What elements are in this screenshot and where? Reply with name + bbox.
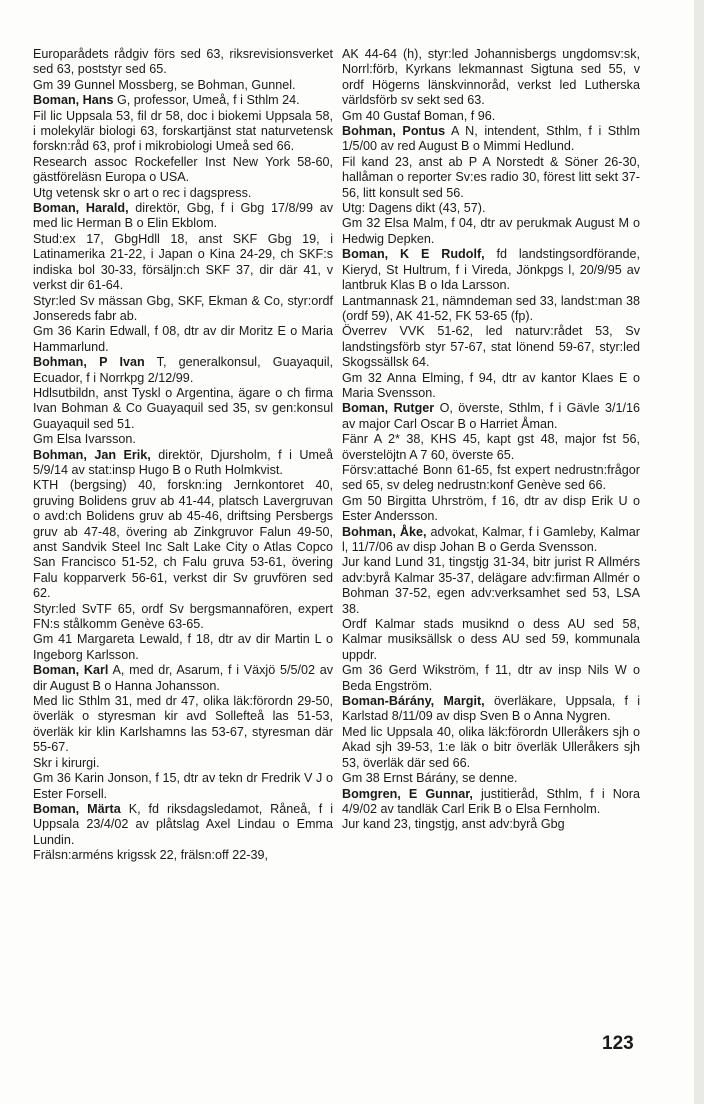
biography-paragraph bbox=[33, 78, 333, 93]
biography-paragraph bbox=[33, 694, 333, 756]
biography-paragraph bbox=[33, 756, 333, 771]
biography-paragraph bbox=[342, 494, 640, 525]
entry-text: Frälsn:arméns krigssk 22, frälsn:off 22-39, bbox=[33, 848, 268, 863]
entry-text: Utg: Dagens dikt (43, 57). bbox=[342, 201, 486, 216]
biography-entry-heading bbox=[33, 663, 333, 694]
entry-text: Gm Elsa Ivarsson. bbox=[33, 432, 136, 447]
entry-text: A, med dr, Asarum, f i Växjö 5/5/02 av dir August B o Hanna Johansson. bbox=[33, 663, 333, 693]
biography-entry-heading bbox=[342, 247, 640, 293]
entry-text: Fil lic Uppsala 53, fil dr 58, doc i biokemi Uppsala 58, i molekylär biologi 63, forskartjänst stat naturvetensk forskn:råd 63, prof i mikrobiologi Umeå sed 66. bbox=[33, 108, 333, 154]
entry-text: Gm 39 Gunnel Mossberg, se Bohman, Gunnel. bbox=[33, 77, 296, 92]
entry-text: Hdlsutbildn, anst Tyskl o Argentina, ägare o ch firma Ivan Bohman & Co Guayaquil sed 35, sv gen:konsul Guayaquil sed 51. bbox=[33, 385, 333, 431]
entry-text: Jur kand 23, tingstjg, anst adv:byrå Gbg bbox=[342, 817, 565, 832]
entry-text: Gm 36 Karin Edwall, f 08, dtr av dir Moritz E o Maria Hammarlund. bbox=[33, 324, 333, 354]
biography-entry-heading bbox=[342, 694, 640, 725]
entry-text: Jur kand Lund 31, tingstjg 31-34, bitr jurist R Allmérs adv:byrå Kalmar 35-37, delägare adv:firman Allmér o Bohman 37-52, egen adv:verksamhet sed 53, LSA 38. bbox=[342, 555, 640, 616]
person-name: Boman-Bárány, Margit, bbox=[342, 694, 485, 709]
entry-text: Med lic Uppsala 40, olika läk:förordn Ulleråkers sjh o Akad sjh 39-53, 1:e läk o bitr överläk Ulleråkers sjh 53, överläk där sed 66. bbox=[342, 724, 640, 770]
entry-text: advokat, Kalmar, f i Gamleby, Kalmar l, 11/7/06 av disp Johan B o Gerda Svensson. bbox=[342, 524, 640, 554]
entry-text: Gm 38 Ernst Bárány, se denne. bbox=[342, 771, 518, 786]
biography-paragraph bbox=[342, 324, 640, 370]
biography-paragraph bbox=[342, 555, 640, 617]
right-column bbox=[342, 47, 640, 833]
entry-text: fd landstingsordförande, Kieryd, St Hultrum, f i Vireda, Jönkpgs l, 20/9/95 av lantbruk Klas B o Ida Larsson. bbox=[342, 247, 640, 293]
entry-text: Gm 50 Birgitta Uhrström, f 16, dtr av disp Erik U o Ester Andersson. bbox=[342, 493, 640, 524]
biography-paragraph bbox=[342, 817, 640, 832]
biography-entry-heading bbox=[33, 93, 333, 108]
biography-paragraph bbox=[33, 324, 333, 355]
biography-paragraph bbox=[342, 771, 640, 786]
entry-text: Med lic Sthlm 31, med dr 47, olika läk:förordn 29-50, överläk o styresman kir avd Sollefteå las 51-53, överläk kir klin Karlshamns las 53-67, styresman där 55-67. bbox=[33, 694, 333, 755]
entry-text: G, professor, Umeå, f i Sthlm 24. bbox=[113, 93, 300, 108]
entry-text: Fänr A 2* 38, KHS 45, kapt gst 48, major fst 56, överstelöjtn A 7 60, överste 65. bbox=[342, 432, 640, 462]
biography-paragraph bbox=[33, 155, 333, 186]
biography-paragraph bbox=[342, 663, 640, 694]
biography-paragraph bbox=[342, 617, 640, 663]
biography-paragraph bbox=[342, 201, 640, 216]
biography-entry-heading bbox=[342, 124, 640, 155]
biography-paragraph bbox=[33, 186, 333, 201]
biography-paragraph bbox=[342, 725, 640, 771]
biography-entry-heading bbox=[33, 448, 333, 479]
entry-text: justitieråd, Sthlm, f i Nora 4/9/02 av tandläk Carl Erik B o Elsa Fernholm. bbox=[342, 786, 640, 816]
entry-text: Skr i kirurgi. bbox=[33, 755, 100, 770]
biography-entry-heading bbox=[342, 401, 640, 432]
entry-text: KTH (bergsing) 40, forskn:ing Jernkontoret 40, gruving Bolidens gruv ab 41-44, platsch Lavergruvan o avd:ch Bolidens gruv ab 45-46, driftsing Persbergs gruv ab 47-48, övering ab Zinkgruvor Falun 49-50, anst Sandvik Steel Inc Salt Lake City o Atlas Copco San Francisco 51-52, ch Falu gruva 53-61, övering Falu kopparverk 56-61, verkst dir Sv gruvfören sed 62. bbox=[33, 478, 333, 601]
biography-paragraph bbox=[33, 632, 333, 663]
biography-paragraph bbox=[342, 216, 640, 247]
person-name: Bomgren, E Gunnar, bbox=[342, 786, 473, 801]
entry-text: Lantmannask 21, nämndeman sed 33, landst:man 38 (ordf 59), AK 41-52, FK 53-65 (fp). bbox=[342, 293, 640, 323]
left-column bbox=[33, 47, 333, 864]
biography-paragraph bbox=[33, 602, 333, 633]
entry-text: Gm 40 Gustaf Boman, f 96. bbox=[342, 108, 496, 123]
entry-text: Gm 41 Margareta Lewald, f 18, dtr av dir Martin L o Ingeborg Karlsson. bbox=[33, 632, 333, 662]
biography-entry-heading bbox=[342, 525, 640, 556]
page-number: 123 bbox=[602, 1033, 634, 1054]
entry-text: T, generalkonsul, Guayaquil, Ecuador, f i Norrkpg 2/12/99. bbox=[33, 355, 333, 385]
entry-text: A N, intendent, Sthlm, f i Sthlm 1/5/00 av red August B o Mimmi Hedlund. bbox=[342, 124, 640, 154]
biography-paragraph bbox=[33, 848, 333, 863]
biography-entry-heading bbox=[33, 201, 333, 232]
entry-text: AK 44-64 (h), styr:led Johannisbergs ungdomsv:sk, Norrl:förb, Kyrkans lekmannast Sigtuna sed 55, v ordf Högerns länskvinnoråd, verkst led Lutherska världsförb sv sekt sed 63. bbox=[342, 47, 640, 108]
biography-paragraph bbox=[33, 386, 333, 432]
person-name: Boman, Karl bbox=[33, 663, 109, 678]
entry-text: O, överste, Sthlm, f i Gävle 3/1/16 av major Carl Oscar B o Harriet Åman. bbox=[342, 401, 640, 431]
person-name: Boman, Märta bbox=[33, 801, 121, 816]
entry-text: Ordf Kalmar stads musiknd o dess AU sed 58, Kalmar musiksällsk o dess AU sed 59, kommunala uppdr. bbox=[342, 617, 640, 662]
biography-paragraph bbox=[342, 294, 640, 325]
entry-text: Styr:led Sv mässan Gbg, SKF, Ekman & Co, styr:ordf Jonsereds fabr ab. bbox=[33, 293, 333, 323]
person-name: Boman, Rutger bbox=[342, 401, 435, 416]
entry-text: direktör, Gbg, f i Gbg 17/8/99 av med lic Herman B o Elin Ekblom. bbox=[33, 201, 333, 231]
entry-text: Styr:led SvTF 65, ordf Sv bergsmannafören, expert FN:s stålkomm Genève 63-65. bbox=[33, 601, 333, 632]
entry-text: K, fd riksdagsledamot, Råneå, f i Uppsala 23/4/02 av plåtslag Axel Lindau o Emma Lundin. bbox=[33, 801, 333, 847]
entry-text: direktör, Djursholm, f i Umeå 5/9/14 av stat:insp Hugo B o Ruth Holmkvist. bbox=[33, 447, 333, 477]
biography-paragraph bbox=[342, 109, 640, 124]
biography-paragraph bbox=[33, 771, 333, 802]
person-name: Boman, Harald, bbox=[33, 201, 129, 216]
entry-text: Research assoc Rockefeller Inst New York 58-60, gästföreläsn Europa o USA. bbox=[33, 154, 333, 185]
entry-text: Gm 36 Karin Jonson, f 15, dtr av tekn dr Fredrik V J o Ester Forsell. bbox=[33, 771, 333, 801]
entry-text: Gm 32 Elsa Malm, f 04, dtr av perukmak August M o Hedwig Depken. bbox=[342, 216, 640, 246]
entry-text: Utg vetensk skr o art o rec i dagspress. bbox=[33, 185, 252, 200]
person-name: Bohman, Pontus bbox=[342, 124, 446, 139]
entry-text: överläkare, Uppsala, f i Karlstad 8/11/09 av disp Sven B o Anna Nygren. bbox=[342, 694, 641, 724]
biography-paragraph bbox=[342, 432, 640, 463]
person-name: Boman, Hans bbox=[33, 93, 114, 108]
person-name: Bohman, Åke, bbox=[342, 524, 427, 539]
biography-paragraph bbox=[33, 232, 333, 294]
biography-entry-heading bbox=[342, 787, 640, 818]
biography-paragraph bbox=[342, 371, 640, 402]
entry-text: Stud:ex 17, GbgHdll 18, anst SKF Gbg 19, i Latinamerika 21-22, i Japan o Kina 24-29, ch SKF:s indiska bol 30-33, försäljn:ch SKF 37, dir där 41, v verkst dir 61-64. bbox=[33, 231, 333, 293]
biography-paragraph bbox=[33, 47, 333, 78]
biography-paragraph bbox=[342, 155, 640, 201]
person-name: Bohman, Jan Erik, bbox=[33, 447, 151, 462]
entry-text: Gm 32 Anna Elming, f 94, dtr av kantor Klaes E o Maria Svensson. bbox=[342, 370, 640, 400]
entry-text: Gm 36 Gerd Wikström, f 11, dtr av insp Nils W o Beda Engström. bbox=[342, 663, 640, 693]
entry-text: Fil kand 23, anst ab P A Norstedt & Söner 26-30, hallåman o reporter Sv:es radio 30, förest litt sekt 37-56, litt konsult sed 56. bbox=[342, 154, 640, 200]
biography-paragraph bbox=[33, 478, 333, 601]
entry-text: Överrev VVK 51-62, led naturv:rådet 53, Sv landstingsförb styr 57-67, stat lönend 59-67, styr:led Skogssällsk 64. bbox=[342, 324, 640, 370]
biography-paragraph bbox=[342, 47, 640, 109]
person-name: Bohman, P Ivan bbox=[33, 355, 145, 370]
person-name: Boman, K E Rudolf, bbox=[342, 247, 485, 262]
page-edge bbox=[694, 0, 704, 1104]
biography-paragraph bbox=[33, 294, 333, 325]
biography-entry-heading bbox=[33, 802, 333, 848]
biography-paragraph bbox=[33, 432, 333, 447]
biography-paragraph bbox=[33, 109, 333, 155]
biography-paragraph bbox=[342, 463, 640, 494]
entry-text: Försv:attaché Bonn 61-65, fst expert nedrustn:frågor sed 65, sv deleg nedrustn:konf Genève sed 66. bbox=[342, 462, 640, 493]
entry-text: Europarådets rådgiv förs sed 63, riksrevisionsverket sed 63, poststyr sed 65. bbox=[33, 47, 333, 77]
biography-entry-heading bbox=[33, 355, 333, 386]
